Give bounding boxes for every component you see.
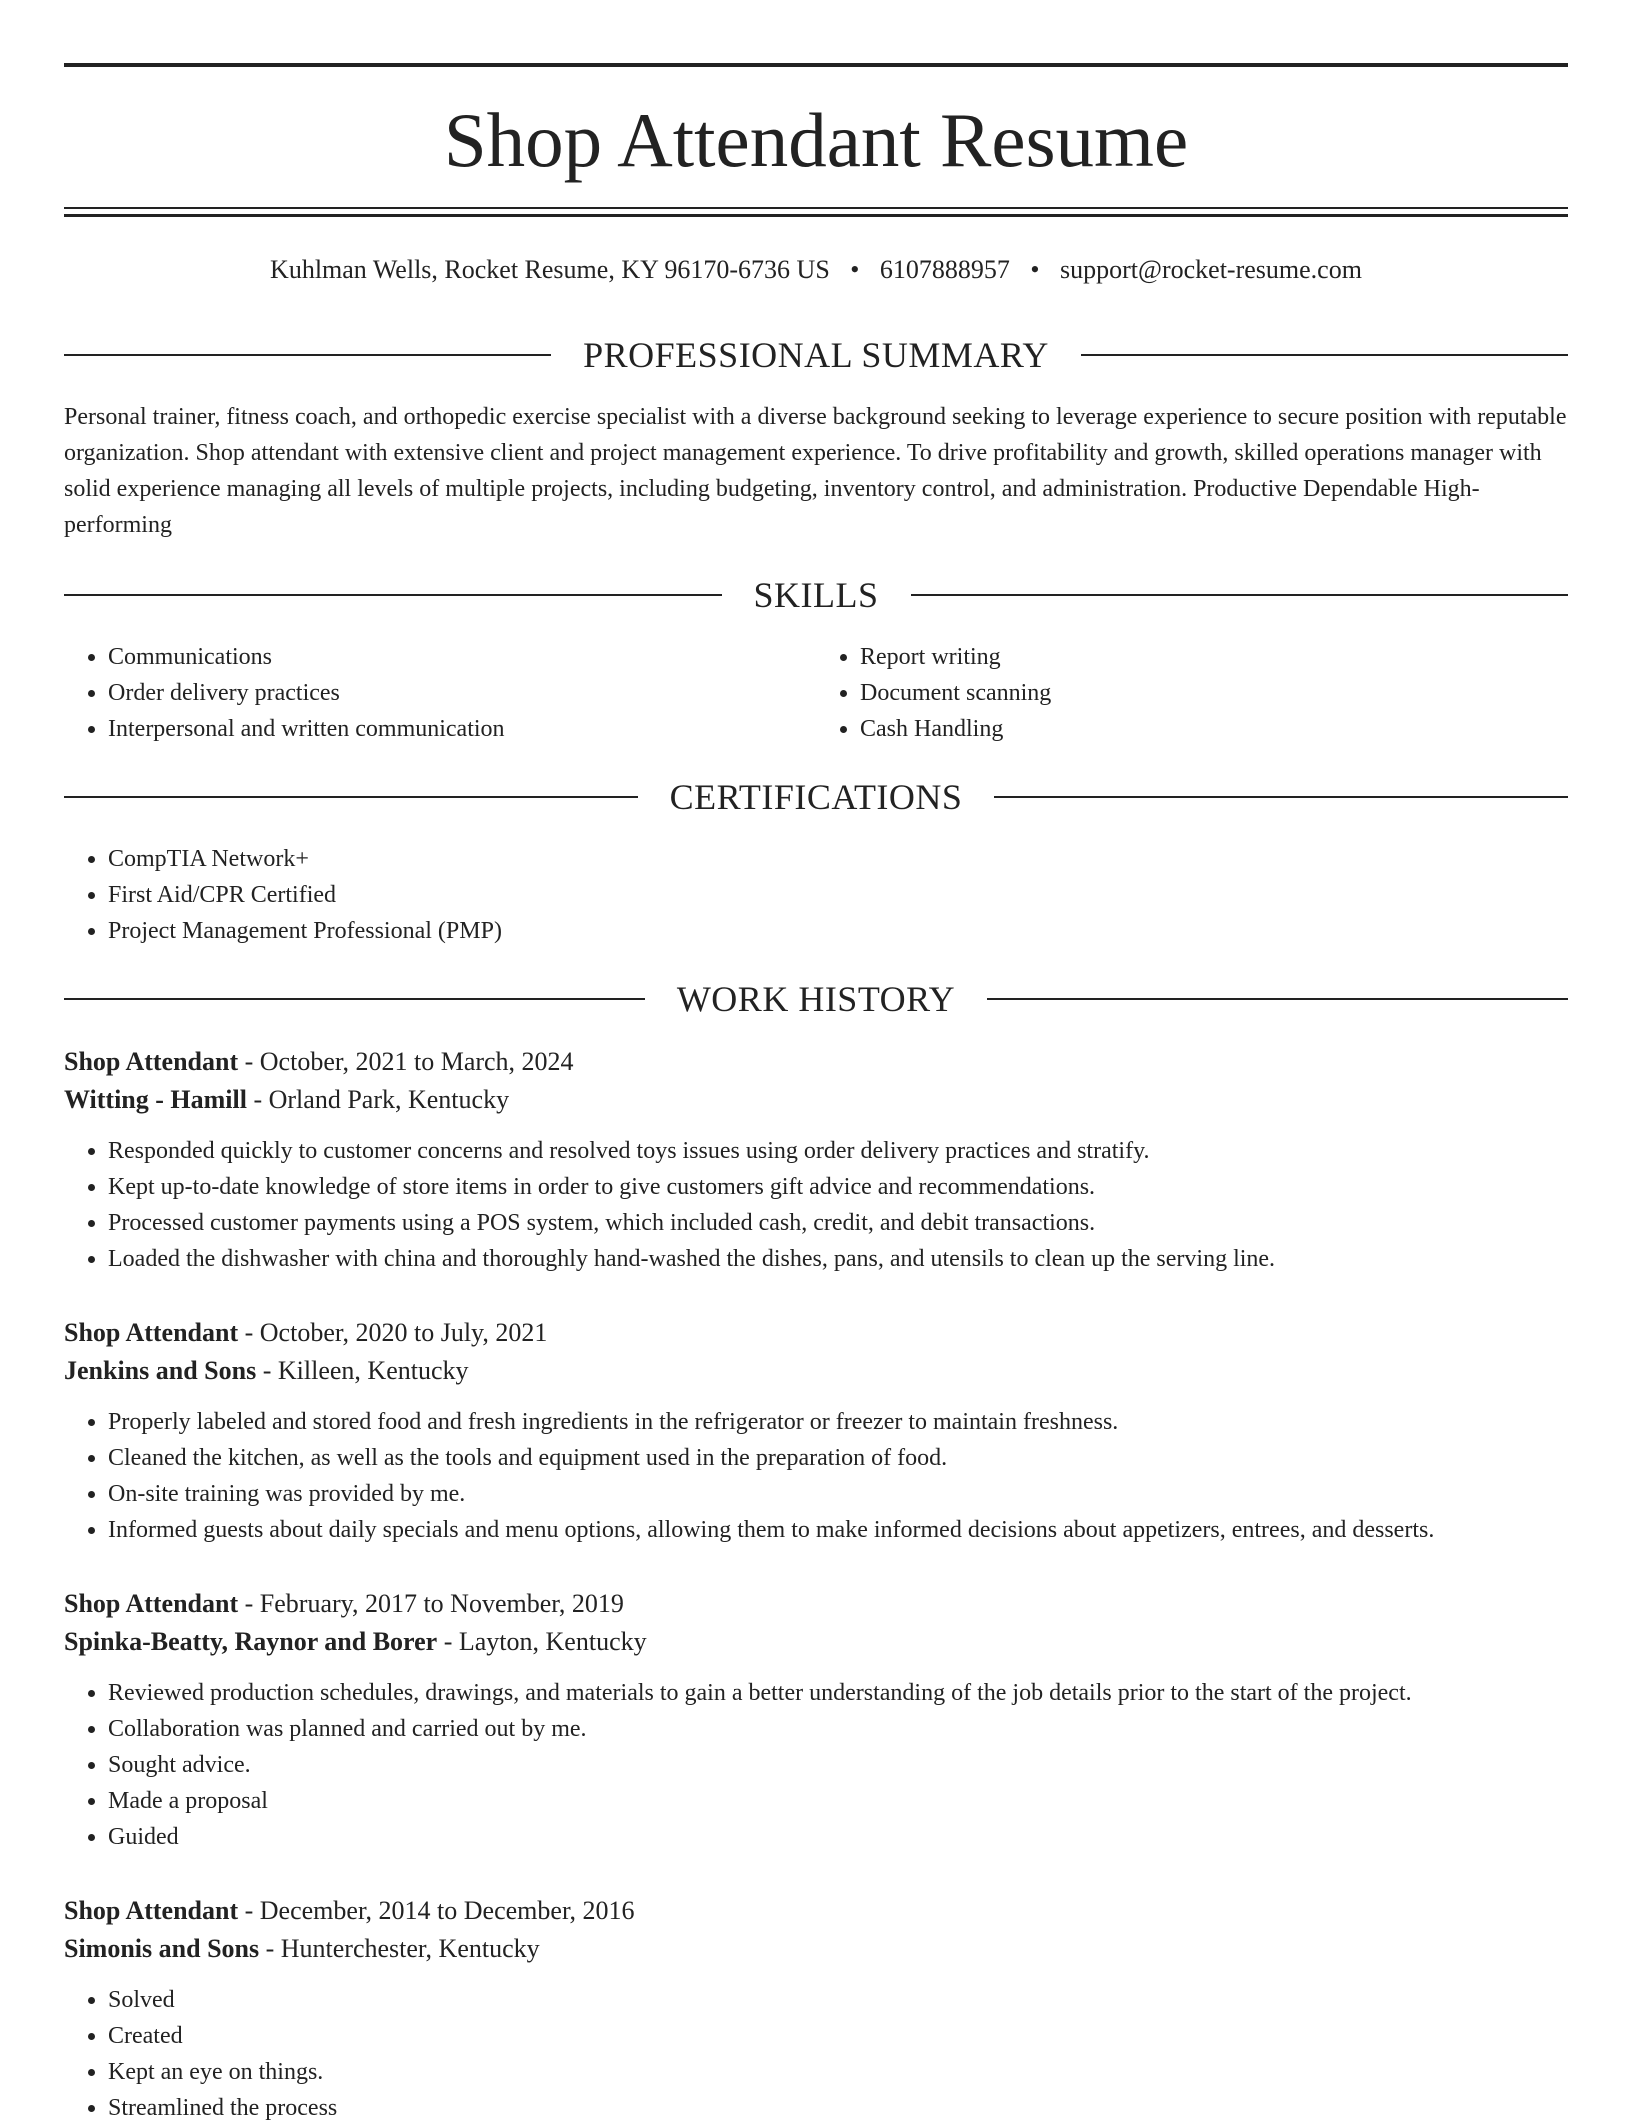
job-title: Shop Attendant [64, 1047, 239, 1076]
job-role-line [64, 1043, 1568, 1081]
job-bullet: • Reviewed production schedules, drawings, and materials to gain a better understanding of the job details prior to the start of the project. [108, 1675, 1568, 1711]
job-location: - Orland Park, Kentucky [246, 1085, 510, 1114]
job-company-line [64, 1930, 1568, 1968]
job-company: Spinka-Beatty, Raynor and Borer [64, 1627, 438, 1656]
job-title: Shop Attendant [64, 1896, 239, 1925]
job-entry [64, 1314, 1568, 1548]
job-bullet: • Loaded the dishwasher with china and thoroughly hand-washed the dishes, pans, and utensils to clean up the serving line. [108, 1241, 1568, 1277]
job-title: Shop Attendant [64, 1589, 239, 1618]
job-role-line [64, 1314, 1568, 1352]
skill-item: • Communications [108, 639, 816, 675]
job-company-line [64, 1081, 1568, 1119]
section-rule-left [64, 354, 551, 356]
job-role-line [64, 1892, 1568, 1930]
job-bullet: • Created [108, 2018, 1568, 2054]
skill-item: • Order delivery practices [108, 675, 816, 711]
contact-phone[interactable]: 6107888957 [879, 255, 1010, 284]
job-title: Shop Attendant [64, 1318, 239, 1347]
job-location: - Hunterchester, Kentucky [259, 1934, 540, 1963]
job-bullets [64, 1675, 1568, 1855]
job-company-line [64, 1623, 1568, 1661]
contact-address: Kuhlman Wells, Rocket Resume, KY 96170-6736 US [270, 255, 830, 284]
skills-section-header [64, 573, 1568, 617]
certifications-list [64, 841, 1568, 949]
summary-text: Personal trainer, fitness coach, and orthopedic exercise specialist with a diverse background seeking to leverage experience to secure position with reputable organization. Shop attendant with extensive client and project management experience. To drive profitability and growth, skilled operations manager with solid experience managing all levels of multiple projects, including budgeting, inventory control, and administration. Productive Dependable High-performing [64, 404, 1567, 538]
certification-item: • First Aid/CPR Certified [108, 877, 1568, 913]
job-dates: - December, 2014 to December, 2016 [238, 1896, 635, 1925]
job-bullet: • Informed guests about daily specials and menu options, allowing them to make informed decisions about appetizers, entrees, and desserts. [108, 1512, 1568, 1548]
job-role-line [64, 1585, 1568, 1623]
job-bullet: • Solved [108, 1982, 1568, 2018]
job-bullets [64, 1133, 1568, 1277]
section-rule-left [64, 998, 645, 1000]
skill-item: • Cash Handling [860, 711, 1568, 747]
skills-column-left [64, 639, 816, 747]
job-dates: - October, 2020 to July, 2021 [238, 1318, 548, 1347]
skills-section-title: SKILLS [753, 575, 879, 615]
certifications-section-title: CERTIFICATIONS [669, 777, 963, 817]
job-entry [64, 1043, 1568, 1277]
skill-item: • Interpersonal and written communication [108, 711, 816, 747]
contact-email[interactable]: support@rocket-resume.com [1060, 255, 1362, 284]
contact-line [64, 252, 1568, 288]
job-location: - Killeen, Kentucky [256, 1356, 469, 1385]
job-company-line [64, 1352, 1568, 1390]
job-bullet: • Kept up-to-date knowledge of store items in order to give customers gift advice and recommendations. [108, 1169, 1568, 1205]
job-bullet: • Responded quickly to customer concerns and resolved toys issues using order delivery practices and stratify. [108, 1133, 1568, 1169]
title-bottom-double-rule [64, 207, 1568, 217]
job-bullets [64, 1404, 1568, 1548]
summary-section-title: PROFESSIONAL SUMMARY [583, 335, 1049, 375]
section-rule-right [987, 998, 1568, 1000]
work-section-title: WORK HISTORY [676, 979, 956, 1019]
job-dates: - October, 2021 to March, 2024 [238, 1047, 574, 1076]
page-title: Shop Attendant Resume [443, 97, 1189, 183]
skill-item: • Report writing [860, 639, 1568, 675]
section-rule-right [994, 796, 1568, 798]
skills-list [64, 639, 1568, 747]
job-bullet: • On-site training was provided by me. [108, 1476, 1568, 1512]
job-company: Simonis and Sons [64, 1934, 260, 1963]
job-bullet: • Cleaned the kitchen, as well as the tools and equipment used in the preparation of food. [108, 1440, 1568, 1476]
job-bullet: • Kept an eye on things. [108, 2054, 1568, 2090]
job-company: Witting - Hamill [64, 1085, 247, 1114]
contact-separator: • [850, 255, 860, 284]
job-bullet: • Processed customer payments using a POS system, which included cash, credit, and debit transactions. [108, 1205, 1568, 1241]
section-rule-left [64, 796, 638, 798]
job-bullet: • Made a proposal [108, 1783, 1568, 1819]
job-entry [64, 1892, 1568, 2126]
title-top-rule [64, 63, 1568, 67]
job-location: - Layton, Kentucky [437, 1627, 647, 1656]
job-dates: - February, 2017 to November, 2019 [238, 1589, 624, 1618]
skill-item: • Document scanning [860, 675, 1568, 711]
job-bullet: • Sought advice. [108, 1747, 1568, 1783]
work-section-header [64, 977, 1568, 1021]
job-bullet: • Guided [108, 1819, 1568, 1855]
certification-item: • Project Management Professional (PMP) [108, 913, 1568, 949]
section-rule-right [1081, 354, 1568, 356]
job-bullet: • Streamlined the process [108, 2090, 1568, 2126]
skills-column-right [816, 639, 1568, 747]
section-rule-left [64, 594, 722, 596]
job-bullets [64, 1982, 1568, 2126]
section-rule-right [911, 594, 1569, 596]
job-bullet: • Properly labeled and stored food and fresh ingredients in the refrigerator or freezer to maintain freshness. [108, 1404, 1568, 1440]
certifications-section-header [64, 775, 1568, 819]
job-entry [64, 1585, 1568, 1855]
summary-section-header [64, 333, 1568, 377]
job-bullet: • Collaboration was planned and carried out by me. [108, 1711, 1568, 1747]
job-company: Jenkins and Sons [64, 1356, 257, 1385]
certification-item: • CompTIA Network+ [108, 841, 1568, 877]
contact-separator: • [1030, 255, 1040, 284]
